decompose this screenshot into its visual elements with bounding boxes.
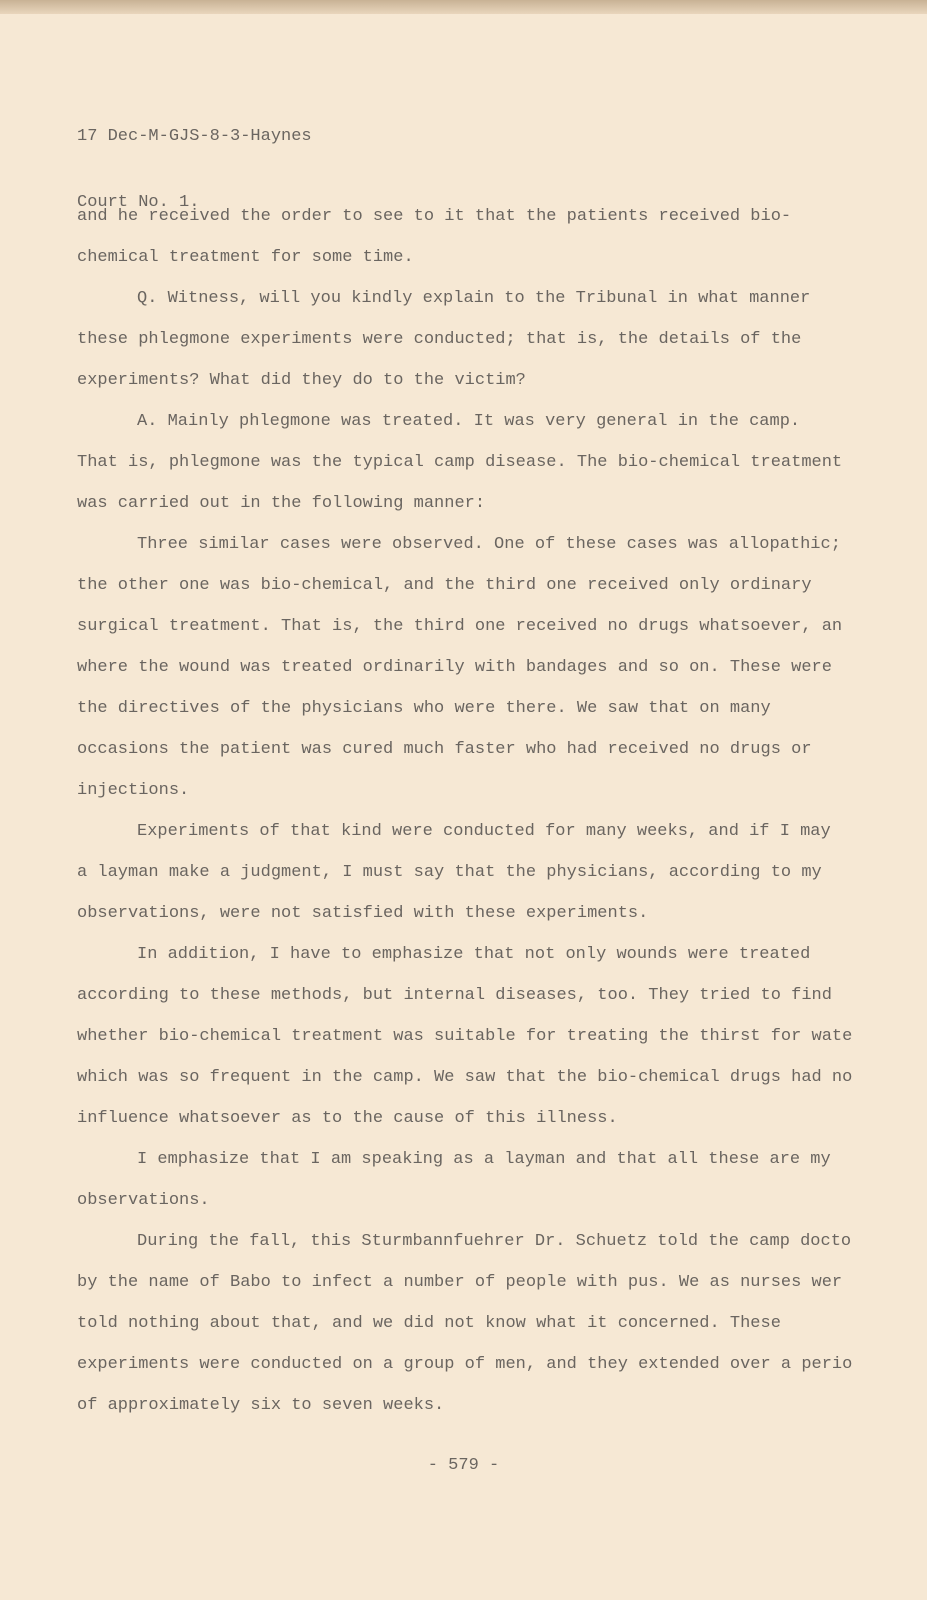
text-line: That is, phlegmone was the typical camp disease. The bio-chemical treatment: [77, 453, 843, 472]
text-line: occasions the patient was cured much faster who had received no drugs or: [77, 740, 812, 759]
transcript-body: [77, 196, 857, 1426]
text-line: the directives of the physicians who were there. We saw that on many: [77, 699, 771, 718]
question-line: Q. Witness, will you kindly explain to the Tribunal in what manner: [137, 289, 811, 308]
text-line: observations, were not satisfied with these experiments.: [77, 904, 649, 923]
text-line: chemical treatment for some time.: [77, 248, 414, 267]
text-line: observations.: [77, 1191, 210, 1210]
paragraph-start: Experiments of that kind were conducted for many weeks, and if I may: [137, 822, 831, 841]
text-line: the other one was bio-chemical, and the third one received only ordinary: [77, 576, 812, 595]
text-line: whether bio-chemical treatment was suitable for treating the thirst for wate: [77, 1027, 853, 1046]
page-number: - 579 -: [427, 1456, 500, 1475]
text-line: these phlegmone experiments were conducted; that is, the details of the: [77, 330, 802, 349]
header-docket-line: 17 Dec-M-GJS-8-3-Haynes: [77, 127, 312, 146]
header-court-line: Court No. 1.: [77, 193, 200, 212]
text-line: and he received the order to see to it that the patients received bio-: [77, 207, 792, 226]
paragraph-start: I emphasize that I am speaking as a layman and that all these are my: [137, 1150, 831, 1169]
text-line: by the name of Babo to infect a number of people with pus. We as nurses wer: [77, 1273, 843, 1292]
text-line: which was so frequent in the camp. We saw that the bio-chemical drugs had no: [77, 1068, 853, 1087]
paragraph-start: Three similar cases were observed. One of these cases was allopathic;: [137, 535, 841, 554]
document-page: [0, 14, 927, 1600]
text-line: a layman make a judgment, I must say that the physicians, according to my: [77, 863, 822, 882]
text-line: of approximately six to seven weeks.: [77, 1396, 445, 1415]
text-line: influence whatsoever as to the cause of this illness.: [77, 1109, 618, 1128]
text-line: injections.: [77, 781, 190, 800]
text-line: experiments? What did they do to the victim?: [77, 371, 526, 390]
answer-line: A. Mainly phlegmone was treated. It was very general in the camp.: [137, 412, 801, 431]
text-line: experiments were conducted on a group of men, and they extended over a perio: [77, 1355, 853, 1374]
paragraph-start: In addition, I have to emphasize that not only wounds were treated: [137, 945, 811, 964]
text-line: surgical treatment. That is, the third one received no drugs whatsoever, an: [77, 617, 843, 636]
paragraph-start: During the fall, this Sturmbannfuehrer Dr. Schuetz told the camp docto: [137, 1232, 852, 1251]
page-top-edge: [0, 0, 927, 14]
text-line: according to these methods, but internal diseases, too. They tried to find: [77, 986, 832, 1005]
text-line: told nothing about that, and we did not know what it concerned. These: [77, 1314, 781, 1333]
text-line: was carried out in the following manner:: [77, 494, 486, 513]
text-line: where the wound was treated ordinarily with bandages and so on. These were: [77, 658, 832, 677]
